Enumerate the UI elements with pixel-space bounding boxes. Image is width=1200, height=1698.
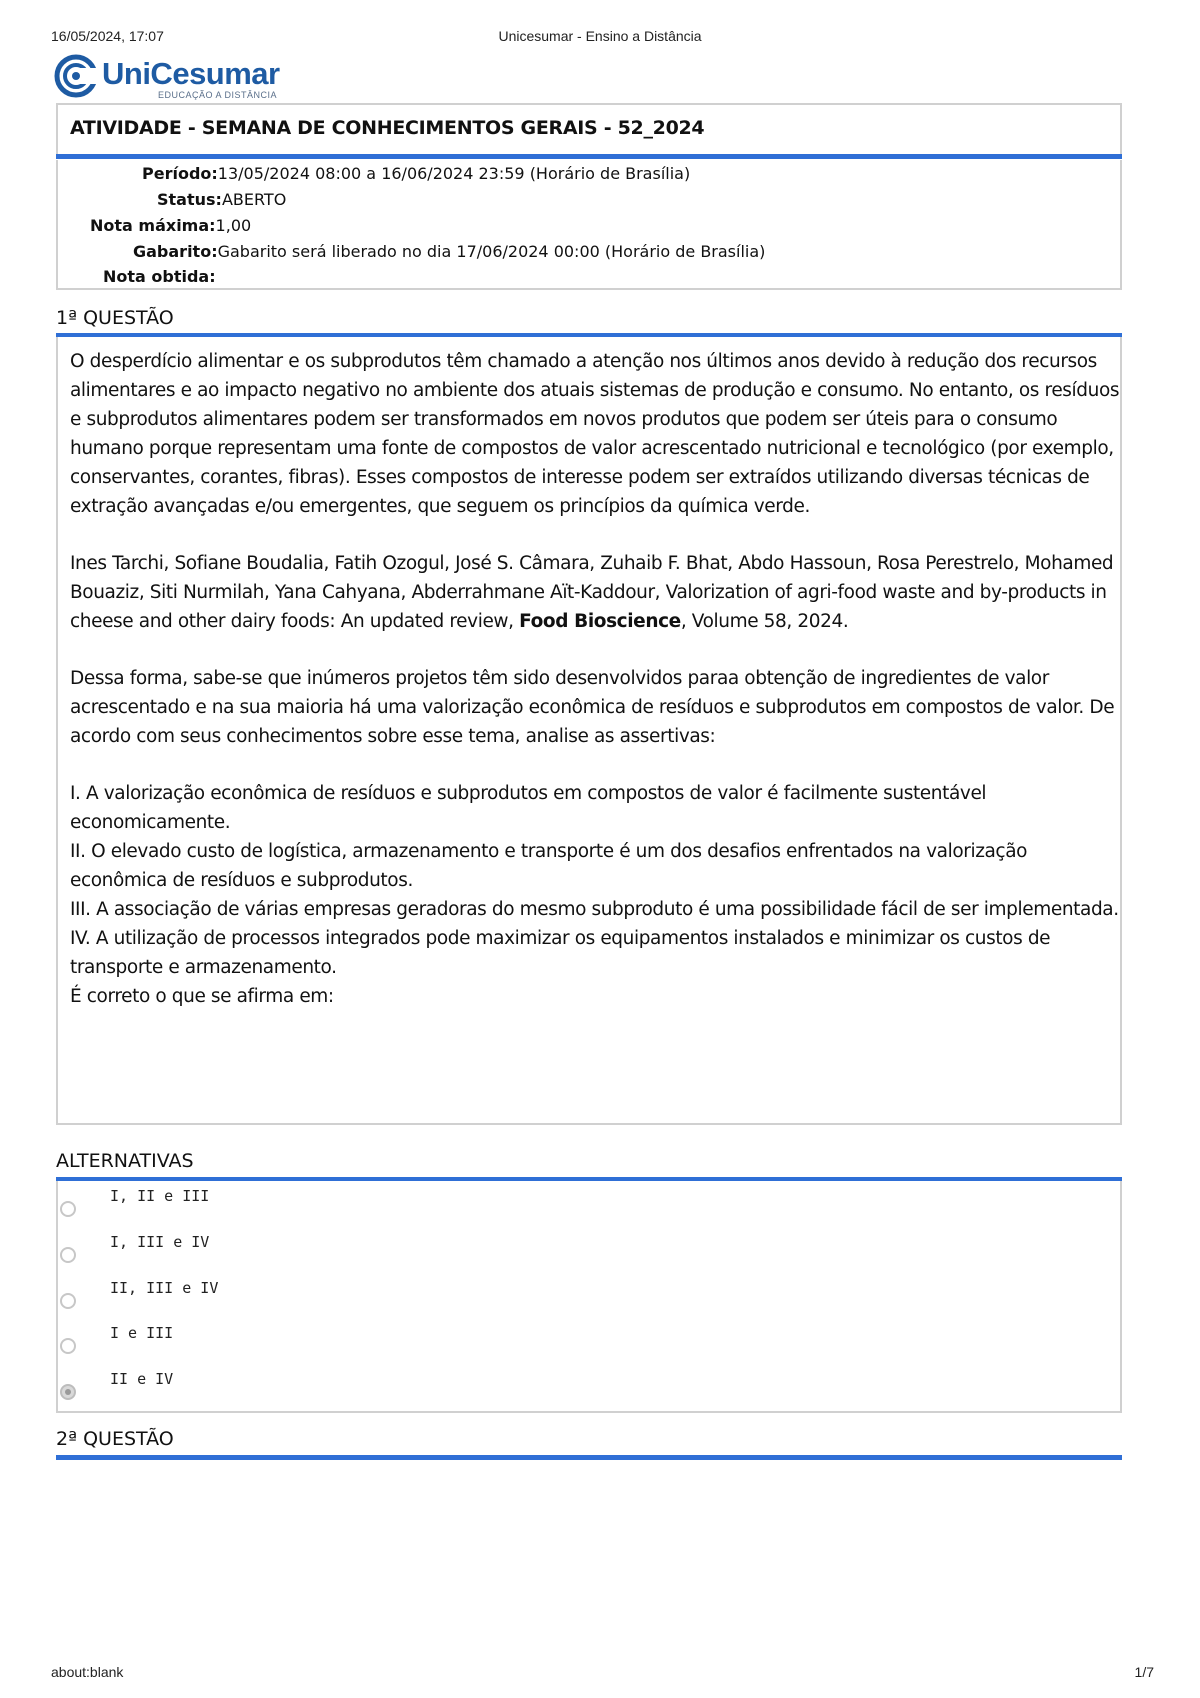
nota-maxima-row xyxy=(90,216,251,235)
question-1-heading: 1ª QUESTÃO xyxy=(56,307,174,329)
alternative-option-2[interactable] xyxy=(58,1227,1118,1267)
alternatives-box xyxy=(56,1181,1122,1413)
alternative-label[interactable]: I, III e IV xyxy=(110,1233,210,1251)
activity-title: ATIVIDADE - SEMANA DE CONHECIMENTOS GERAIS - 52_2024 xyxy=(70,117,705,139)
print-page-title: Unicesumar - Ensino a Distância xyxy=(498,28,702,44)
question-reference xyxy=(70,549,1122,636)
alternative-option-4[interactable] xyxy=(58,1318,1118,1358)
print-page-number: 1/7 xyxy=(1134,1664,1154,1680)
gabarito-value: Gabarito será liberado no dia 17/06/2024 00:00 (Horário de Brasília) xyxy=(217,242,766,261)
alternative-label[interactable]: I, II e III xyxy=(110,1187,210,1205)
logo-subtitle: EDUCAÇÃO A DISTÂNCIA xyxy=(158,90,278,100)
gabarito-row xyxy=(133,242,765,261)
radio-button-icon[interactable] xyxy=(60,1384,76,1400)
question-1-text xyxy=(70,347,1122,1011)
reference-authors: Ines Tarchi, Sofiane Boudalia, Fatih Ozogul, José S. Câmara, Zuhaib F. Bhat, Abdo Hassoun, Rosa Perestrelo, Mohamed Bouaziz, Siti Nurmilah, Yana Cahyana, Abderrahmane Aït-Kaddour, Valorization of agri-food waste and by-products in cheese and other dairy foods: An updated review, xyxy=(70,553,1114,632)
assertion-3: III. A associação de várias empresas geradoras do mesmo subproduto é uma possibilidade fácil de ser implementada. xyxy=(70,899,1119,920)
print-header xyxy=(0,28,1200,48)
radio-button-icon[interactable] xyxy=(60,1338,76,1354)
assertion-1: I. A valorização econômica de resíduos e subprodutos em compostos de valor é facilmente sustentável economicamente. xyxy=(70,783,987,833)
periodo-label: Período: xyxy=(142,164,218,183)
assertion-2: II. O elevado custo de logística, armazenamento e transporte é um dos desafios enfrentados na valorização econômica de resíduos e subprodutos. xyxy=(70,841,1028,891)
alternative-option-1[interactable] xyxy=(58,1181,1118,1221)
question-context: Dessa forma, sabe-se que inúmeros projetos têm sido desenvolvidos paraa obtenção de ingredientes de valor acrescentado e na sua maioria há uma valorização econômica de resíduos e subprodutos em compostos de valor. De acordo com seus conhecimentos sobre esse tema, analise as assertivas: xyxy=(70,668,1115,747)
activity-title-box xyxy=(56,103,1122,155)
alternative-option-5[interactable] xyxy=(58,1364,1118,1404)
gabarito-label: Gabarito: xyxy=(133,242,218,261)
unicesumar-logo-icon xyxy=(54,54,100,98)
nota-maxima-label: Nota máxima: xyxy=(90,216,216,235)
logo-wordmark: UniCesumar xyxy=(102,56,280,91)
print-datetime: 16/05/2024, 17:07 xyxy=(51,28,164,44)
alternative-label[interactable]: II, III e IV xyxy=(110,1279,219,1297)
assertion-4: IV. A utilização de processos integrados pode maximizar os equipamentos instalados e minimizar os custos de transporte e armazenamento. xyxy=(70,928,1051,978)
reference-journal: Food Bioscience xyxy=(519,611,681,632)
periodo-row xyxy=(142,164,690,183)
unicesumar-logo xyxy=(54,54,294,104)
alternatives-heading: ALTERNATIVAS xyxy=(56,1150,194,1172)
question-2-divider xyxy=(56,1455,1122,1460)
question-prompt: É correto o que se afirma em: xyxy=(70,986,334,1007)
periodo-value: 13/05/2024 08:00 a 16/06/2024 23:59 (Horário de Brasília) xyxy=(217,164,691,183)
print-url: about:blank xyxy=(51,1664,124,1680)
activity-info-box xyxy=(56,160,1122,290)
reference-volume: , Volume 58, 2024. xyxy=(680,611,849,632)
alternative-label[interactable]: I e III xyxy=(110,1324,174,1342)
question-1-box xyxy=(56,337,1122,1125)
nota-obtida-label: Nota obtida: xyxy=(103,267,216,286)
alternative-option-3[interactable] xyxy=(58,1273,1118,1313)
status-label: Status: xyxy=(157,190,222,209)
radio-button-icon[interactable] xyxy=(60,1293,76,1309)
nota-obtida-row xyxy=(103,267,216,286)
question-2-heading: 2ª QUESTÃO xyxy=(56,1428,174,1450)
question-paragraph: O desperdício alimentar e os subprodutos têm chamado a atenção nos últimos anos devido à redução dos recursos alimentares e ao impacto negativo no ambiente dos atuais sistemas de produção e consumo. No entanto, os resíduos e subprodutos alimentares podem ser transformados em novos produtos que podem ser úteis para o consumo humano porque representam uma fonte de compostos de valor acrescentado nutricional e tecnológico (por exemplo, conservantes, corantes, fibras). Esses compostos de interesse podem ser extraídos utilizando diversas técnicas de extração avançadas e/ou emergentes, que seguem os princípios da química verde. xyxy=(70,351,1120,517)
status-row xyxy=(157,190,286,209)
nota-maxima-value: 1,00 xyxy=(215,216,252,235)
title-divider xyxy=(56,154,1122,159)
radio-button-icon[interactable] xyxy=(60,1201,76,1217)
radio-button-icon[interactable] xyxy=(60,1247,76,1263)
status-value: ABERTO xyxy=(221,190,287,209)
alternative-label[interactable]: II e IV xyxy=(110,1370,174,1388)
